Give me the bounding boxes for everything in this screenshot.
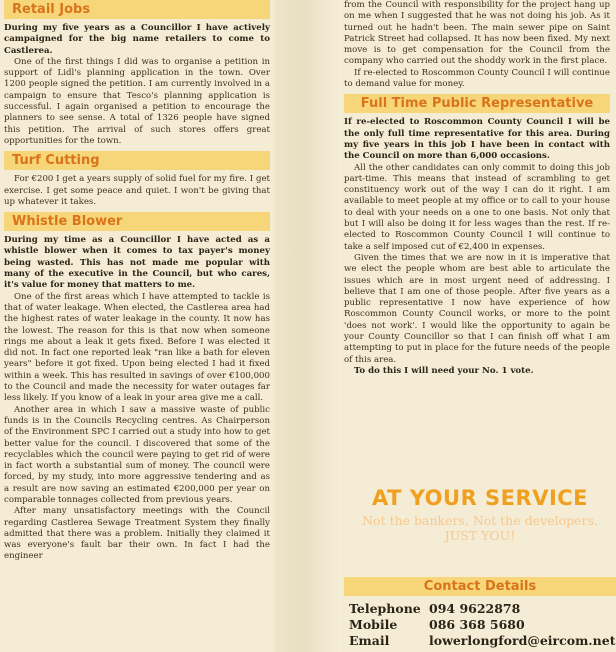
contact-block xyxy=(344,577,616,649)
telephone-label: Telephone xyxy=(349,601,421,616)
service-line2: JUST YOU! xyxy=(444,528,516,543)
whistle-lead: During my time as a Councillor I have acted as a whistle blower when it comes to tax payer's money being wasted. This has not made me popular with many of the executive in the Council, but who cares, it's value for money that matters to me. xyxy=(4,235,270,291)
mobile-value[interactable]: 086 368 5680 xyxy=(429,617,525,632)
email-label: Email xyxy=(349,633,390,648)
telephone-value[interactable]: 094 9622878 xyxy=(429,601,521,616)
mobile-row xyxy=(349,617,616,633)
email-value[interactable]: lowerlongford@eircom.net xyxy=(429,633,616,648)
mobile-label: Mobile xyxy=(349,617,398,632)
whistle-blower-heading: Whistle Blower xyxy=(4,212,270,231)
contact-heading: Contact Details xyxy=(344,577,616,596)
email-row xyxy=(349,633,616,649)
retail-jobs-heading: Retail Jobs xyxy=(4,0,270,19)
page-fold xyxy=(274,0,342,652)
continued-paragraph: from the Council with responsibility for the project hang up on me when I suggested that he was not doing his job. As it turned out he hadn't been. The main sewer pipe on Saint Patrick Street had collapsed. It has now been fixed. My next move is to get compensation for the Council from the company who carried out the shoddy work in the first place. xyxy=(344,0,610,67)
fulltime-p2: Given the times that we are now in it is imperative that we elect the people whom are best able to articulate the issues which are in most urgent need of addressing. I believe that I am one of those people. After five years as a public representative I now have experience of how Roscommon County Council works, or more to the point 'does not work'. I would like the opportunity to again be your County Councillor so that I can finish off what I am attempting to put in place for the future needs of the people of this area. xyxy=(344,252,610,365)
fulltime-closing: To do this I will need your No. 1 vote. xyxy=(354,365,534,376)
whistle-p2: Another area in which I saw a massive waste of public funds is in the Councils Recycling centres. As Chairperson of the Environment SPC I carried out a study into how to get better value for the council. I discovered that some of the recyclables which the council were paying to get rid of were in fact worth a substantial sum of money. The council were forced, by my study, into more aggressive tendering and as a result are now saving an estimated €200,000 per year on comparable tonnages collected from previous years. xyxy=(4,404,270,505)
service-block xyxy=(344,486,616,543)
retail-body: One of the first things I did was to organise a petition in support of Lidl's planning application in the town. Over 1200 people signed the petition. I am currently involved in a campaign to ensure that Tesco's planning application is successful. I again organised a petition to encourage the planners to see sense. A total of 1326 people have signed this petition. The arrival of such stores offers great opportunities for the town. xyxy=(4,56,270,146)
left-column xyxy=(0,0,270,563)
retail-lead: During my five years as a Councillor I have actively campaigned for the big name retailers to come to Castlerea. xyxy=(4,23,270,56)
right-column xyxy=(344,0,610,377)
full-time-heading: Full Time Public Representative xyxy=(344,94,610,113)
whistle-p1: One of the first areas which I have attempted to tackle is that of water leakage. When elected, the Castlerea area had the highest rates of water leakage in the county. It now has the lowest. The reason for this is that now when someone rings me about a leak it gets fixed. Before I was elected it did not. In fact one reported leak "ran like a bath for eleven years" before it got fixed. Upon being elected I had it fixed within a week. This has resulted in savings of over €100,000 to the Council and made the necessity for water outages far less likely. If you know of a leak in your area give me a call. xyxy=(4,291,270,404)
telephone-row xyxy=(349,601,616,617)
value-for-money-paragraph: If re-elected to Roscommon County Council I will continue to demand value for money. xyxy=(344,67,610,90)
fulltime-p1: All the other candidates can only commit to doing this job part-time. This means that instead of scrambling to get constituency work out of the way I can do it right. I am available to meet people at my office or to call to your house to deal with your needs on a one to one basis. Not only that but I will also be doing it for less wages than the rest. If re-elected to Roscommon County Council I will continue to take a self imposed cut of €2,400 in expenses. xyxy=(344,162,610,252)
service-title: AT YOUR SERVICE xyxy=(371,486,589,510)
whistle-p3: After many unsatisfactory meetings with the Council regarding Castlerea Sewage Treatment System they finally admitted that there was a problem. Initially they claimed it was everyone's fault bar their own. In fact I had the engineer xyxy=(4,506,270,562)
fulltime-lead: If re-elected to Roscommon County Council I will be the only full time representative for this area. During my five years in this job I have been in contact with the Council on more than 6,000 occasions. xyxy=(344,117,610,162)
service-line1: Not the bankers, Not the developers. xyxy=(362,513,598,528)
turf-body: For €200 I get a years supply of solid fuel for my fire. I get exercise. I get some peace and quiet. I won't be giving that up whatever it takes. xyxy=(4,174,270,207)
turf-cutting-heading: Turf Cutting xyxy=(4,151,270,170)
